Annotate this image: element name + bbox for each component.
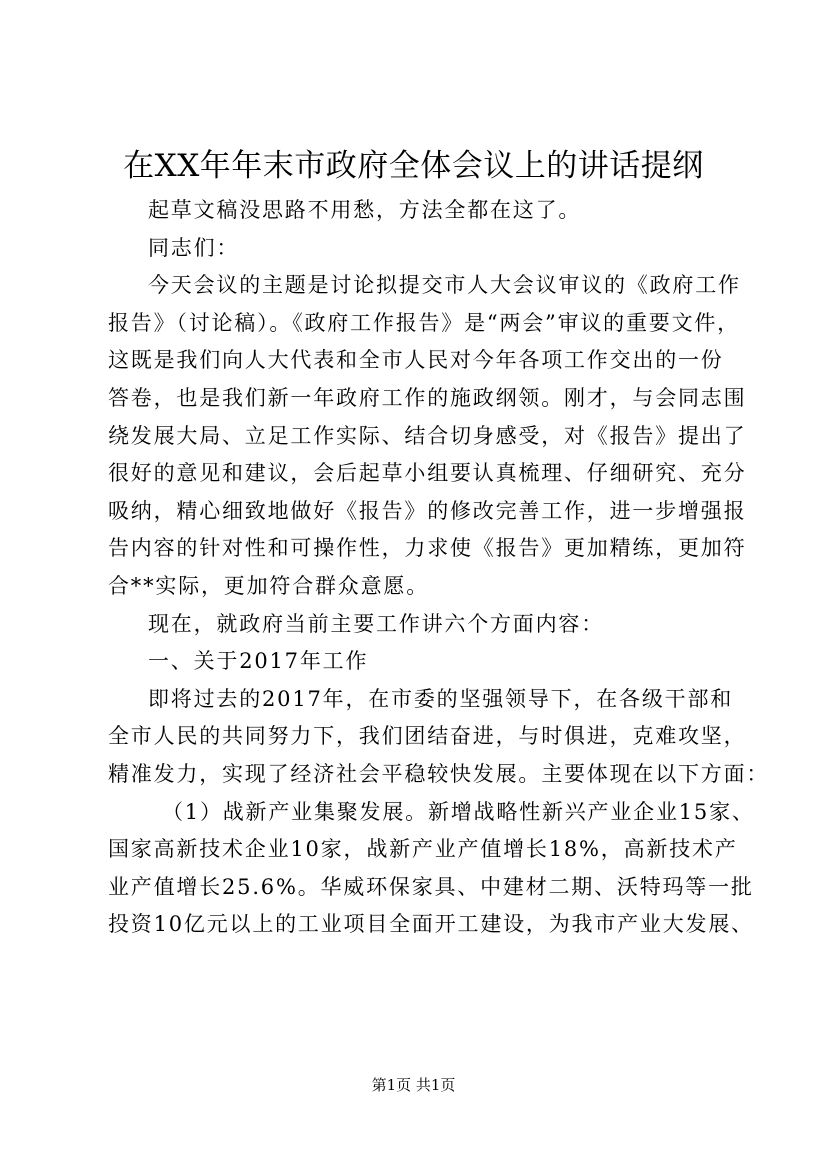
document-title: 在XX年年末市政府全体会议上的讲话提纲 bbox=[123, 148, 704, 184]
paragraph-line: 精准发力，实现了经济社会平稳较快发展。主要体现在以下方面： bbox=[108, 761, 770, 786]
paragraph-line: 现在，就政府当前主要工作讲六个方面内容： bbox=[148, 611, 604, 636]
paragraph-line: 国家高新技术企业10家，战新产业产值增长18%，高新技术产 bbox=[108, 837, 738, 862]
page-footer: 第1页 共1页 bbox=[371, 1076, 456, 1094]
paragraph-line: 报告》（讨论稿）。《政府工作报告》是“两会”审议的重要文件， bbox=[108, 310, 740, 335]
paragraph-line: 很好的意见和建议，会后起草小组要认真梳理、仔细研究、充分 bbox=[108, 461, 747, 486]
paragraph-line: 这既是我们向人大代表和全市人民对今年各项工作交出的一份 bbox=[108, 348, 724, 373]
paragraph-line: 合**实际，更加符合群众意愿。 bbox=[108, 573, 429, 598]
document-body bbox=[108, 192, 770, 944]
paragraph-line: 绕发展大局、立足工作实际、结合切身感受，对《报告》提出了 bbox=[108, 423, 747, 448]
paragraph-line: （1）战新产业集聚发展。新增战略性新兴产业企业15家、 bbox=[162, 799, 755, 824]
paragraph-line: 即将过去的2017年，在市委的坚强领导下，在各级干部和 bbox=[148, 686, 734, 711]
paragraph-line: 起草文稿没思路不用愁，方法全都在这了。 bbox=[148, 198, 582, 222]
paragraph-line: 吸纳，精心细致地做好《报告》的修改完善工作，进一步增强报 bbox=[108, 498, 747, 523]
paragraph-line: 告内容的针对性和可操作性，力求使《报告》更加精练，更加符 bbox=[108, 536, 747, 561]
paragraph-line: 答卷，也是我们新一年政府工作的施政纲领。刚才，与会同志围 bbox=[108, 385, 747, 410]
paragraph-line: 同志们： bbox=[148, 235, 240, 260]
paragraph-line: 今天会议的主题是讨论拟提交市人大会议审议的《政府工作 bbox=[148, 273, 741, 298]
paragraph-line: 业产值增长25.6%。华威环保家具、中建材二期、沃特玛等一批 bbox=[108, 874, 754, 899]
paragraph-line: 全市人民的共同努力下，我们团结奋进，与时俱进，克难攻坚， bbox=[108, 724, 747, 749]
paragraph-line: 投资10亿元以上的工业项目全面开工建设，为我市产业大发展、 bbox=[108, 912, 754, 937]
section-heading: 一、关于2017年工作 bbox=[148, 649, 369, 674]
